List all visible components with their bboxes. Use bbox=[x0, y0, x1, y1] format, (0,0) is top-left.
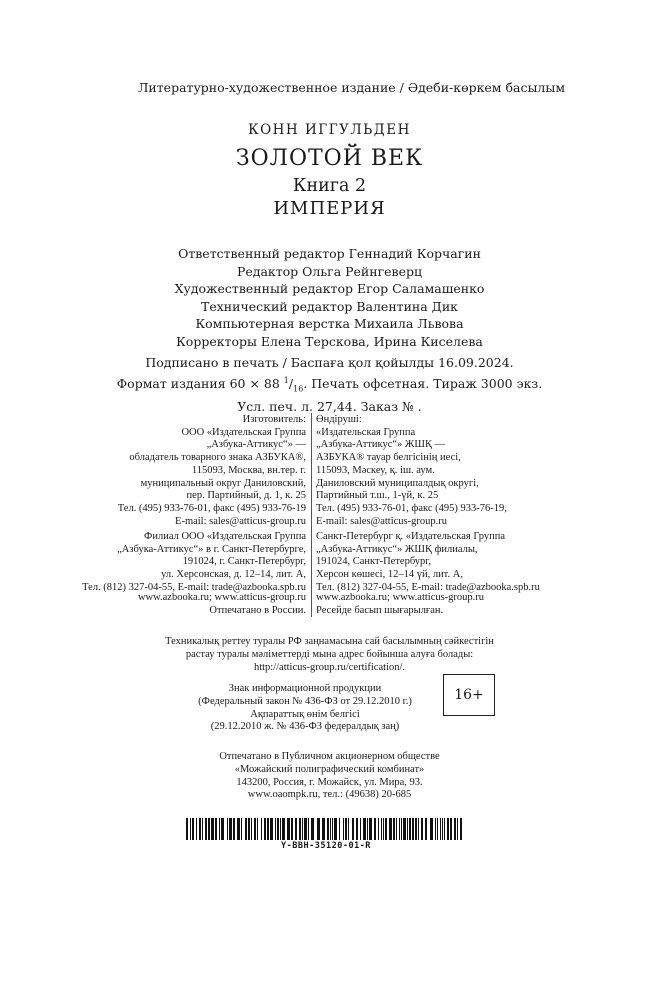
barcode-bar bbox=[396, 818, 397, 840]
barcode-bar bbox=[330, 818, 331, 840]
barcode-bar bbox=[192, 818, 194, 840]
print-info bbox=[0, 354, 659, 415]
column-divider bbox=[311, 413, 312, 617]
barcode-bar bbox=[403, 818, 406, 840]
barcode-bar bbox=[345, 818, 347, 840]
barcode-bar bbox=[299, 818, 301, 840]
branch-kz: Санкт-Петербург қ. «Издательская Группа „Азбука-Аттикус“» ЖШҚ филиалы, 191024, Санкт-Петербург, Херсон көшесі, 12–14 үй, лит. А, Тел. (812) 327-04-55, E-mail: trade@azbooka.spb.ru bbox=[316, 531, 540, 593]
barcode-bar bbox=[311, 818, 314, 840]
barcode-bar bbox=[205, 818, 207, 840]
barcode-bar bbox=[421, 818, 423, 840]
staff-line: Технический редактор Валентина Дик bbox=[201, 298, 458, 314]
printer-info: Отпечатано в Публичном акционерном обществе «Можайский полиграфический комбинат» 143200, Россия, г. Можайск, ул. Мира, 93. www.oaompk.ru, тел.: (49638) 20-685 bbox=[219, 751, 440, 801]
barcode-bar bbox=[360, 818, 361, 840]
author-name: КОНН ИГГУЛЬДЕН bbox=[248, 122, 411, 138]
barcode-bar bbox=[186, 818, 188, 840]
manufacturer-ru: Изготовитель: ООО «Издательская Группа „Азбука-Аттикус“» — обладатель товарного знака АЗБУКА®, 115093, Москва, вн.тер. г. муниципальный округ Даниловский, пер. Партийный, д. 1, к. 25 Тел. (495) 933-76-01, факс (495) 933-76-19 E-mail: sales@atticus-group.ru bbox=[117, 414, 306, 527]
barcode-bar bbox=[444, 818, 445, 840]
barcode-bar bbox=[199, 818, 201, 840]
barcode-bar bbox=[334, 818, 337, 840]
barcode-bar bbox=[412, 818, 414, 840]
staff-line: Ответственный редактор Геннадий Корчагин bbox=[178, 246, 481, 261]
barcode-bar bbox=[261, 818, 262, 840]
age-rating-badge: 16+ bbox=[443, 674, 495, 716]
barcode-bar bbox=[442, 818, 443, 840]
barcode-bar bbox=[322, 818, 325, 840]
barcode-bar bbox=[227, 818, 228, 840]
barcode-bar bbox=[393, 818, 395, 840]
manufacturer-kz: Өндіруші: «Издательская Группа „Азбука-Аттикус“» ЖШҚ — АЗБУКА® тауар белгісінің иесі, 115093, Мәскеу, қ. іш. аум. Даниловский муниципалдық округі, Партийный т.ш., 1-үй, к. 25 Тел. (495) 933-76-01, факс (495) 933-76-19, E-mail: sales@atticus-group.ru bbox=[316, 414, 507, 527]
barcode-bar bbox=[343, 818, 344, 840]
barcode-bar bbox=[196, 818, 197, 840]
barcode-bar bbox=[369, 818, 372, 840]
barcode-bar bbox=[430, 818, 433, 840]
barcode-bar bbox=[348, 818, 349, 840]
barcode-bar bbox=[389, 818, 392, 840]
barcode-bar bbox=[211, 818, 214, 840]
barcode-bar bbox=[399, 818, 400, 840]
barcode-bar bbox=[332, 818, 333, 840]
barcode-bar bbox=[190, 818, 191, 840]
barcode-bar bbox=[339, 818, 340, 840]
barcode-bar bbox=[450, 818, 452, 840]
barcode-bar bbox=[302, 818, 303, 840]
certification-note: Техникалық реттеу туралы РФ заңнамасына сай басылымның сәйкестігін растау туралы мәліметтерді мына адрес бойынша алуға болады: http://atticus-group.ru/certification/. bbox=[165, 636, 494, 673]
format-line: Формат издания 60 × 88 $^1/_{16}$. Печать офсетная. Тираж 3000 экз. bbox=[116, 375, 543, 394]
branch-ru: Филиал ООО «Издательская Группа „Азбука-Аттикус“» в г. Санкт-Петербурге, 191024, г. Санкт-Петербург, ул. Херсонская, д. 12–14, лит. А, Тел. (812) 327-04-55, E-mail: trade@azbooka.spb.ru bbox=[82, 531, 306, 593]
signed-date: Подписано в печать / Баспаға қол қойылды 16.09.2024. bbox=[145, 355, 514, 370]
barcode-bar bbox=[374, 818, 376, 840]
barcode-bar bbox=[219, 818, 220, 840]
barcode-bar bbox=[435, 818, 436, 840]
book-number: Книга 2 bbox=[292, 176, 367, 196]
order-line: Усл. печ. л. 27,44. Заказ № . bbox=[237, 398, 422, 414]
staff-line: Художественный редактор Егор Саламашенко bbox=[174, 281, 485, 297]
barcode-bar bbox=[367, 818, 368, 840]
web-ru: www.azbooka.ru; www.atticus-group.ru Отпечатано в России. bbox=[137, 592, 306, 616]
barcode-bar bbox=[317, 818, 320, 840]
barcode-bar bbox=[208, 818, 210, 840]
book-title: ИМПЕРИЯ bbox=[273, 198, 386, 219]
barcode-bar bbox=[280, 818, 281, 840]
editorial-staff bbox=[0, 245, 659, 351]
barcode-bar bbox=[304, 818, 307, 840]
barcode-bar bbox=[437, 818, 438, 840]
barcode-bar bbox=[460, 818, 462, 840]
barcode-bar bbox=[454, 818, 456, 840]
staff-line: Корректоры Елена Терскова, Ирина Киселева bbox=[176, 333, 483, 349]
barcode bbox=[186, 818, 466, 840]
barcode-bar bbox=[378, 818, 379, 840]
barcode-bar bbox=[237, 818, 240, 840]
barcode-bar bbox=[363, 818, 366, 840]
barcode-bar bbox=[287, 818, 290, 840]
barcode-bar bbox=[264, 818, 266, 840]
barcode-bar bbox=[381, 818, 382, 840]
barcode-bar bbox=[295, 818, 297, 840]
barcode-bar bbox=[356, 818, 358, 840]
barcode-bar bbox=[401, 818, 402, 840]
barcode-bar bbox=[215, 818, 217, 840]
barcode-bar bbox=[257, 818, 258, 840]
barcode-bar bbox=[282, 818, 285, 840]
barcode-bar bbox=[409, 818, 411, 840]
barcode-bar bbox=[352, 818, 354, 840]
web-kz: www.azbooka.ru; www.atticus-group.ru Ресейде басып шығарылған. bbox=[316, 592, 485, 616]
series-title: ЗОЛОТОЙ ВЕК bbox=[235, 146, 424, 171]
staff-line: Редактор Ольга Рейнгеверц bbox=[236, 263, 423, 279]
barcode-bar bbox=[291, 818, 293, 840]
barcode-bar bbox=[440, 818, 441, 840]
barcode-bar bbox=[385, 818, 387, 840]
barcode-bar bbox=[251, 818, 252, 840]
barcode-bar bbox=[308, 818, 309, 840]
barcode-bar bbox=[383, 818, 384, 840]
barcode-bar bbox=[221, 818, 224, 840]
staff-line: Компьютерная верстка Михаила Львова bbox=[195, 316, 464, 332]
barcode-bar bbox=[415, 818, 417, 840]
barcode-bar bbox=[233, 818, 235, 840]
barcode-bar bbox=[447, 818, 449, 840]
barcode-bar bbox=[202, 818, 203, 840]
barcode-bar bbox=[457, 818, 458, 840]
barcode-bar bbox=[254, 818, 256, 840]
barcode-bar bbox=[229, 818, 232, 840]
edition-type: Литературно-художественное издание / Әдеби-көркем басылым bbox=[138, 80, 566, 95]
barcode-bar bbox=[418, 818, 419, 840]
barcode-bar bbox=[327, 818, 329, 840]
barcode-bar bbox=[425, 818, 427, 840]
barcode-bar bbox=[277, 818, 279, 840]
barcode-bar bbox=[275, 818, 276, 840]
info-product-sign: Знак информационной продукции (Федеральный закон № 436-ФЗ от 29.12.2010 г.) Ақпараттық өнім белгісі (29.12.2010 ж. № 436-ФЗ федералдық заң) bbox=[198, 683, 412, 733]
barcode-bar bbox=[270, 818, 273, 840]
barcode-bar bbox=[245, 818, 247, 840]
barcode-bar bbox=[267, 818, 269, 840]
barcode-bar bbox=[248, 818, 250, 840]
barcode-bar bbox=[241, 818, 242, 840]
barcode-bar bbox=[407, 818, 408, 840]
barcode-text: Y-BBH-35120-01-R bbox=[281, 841, 371, 851]
